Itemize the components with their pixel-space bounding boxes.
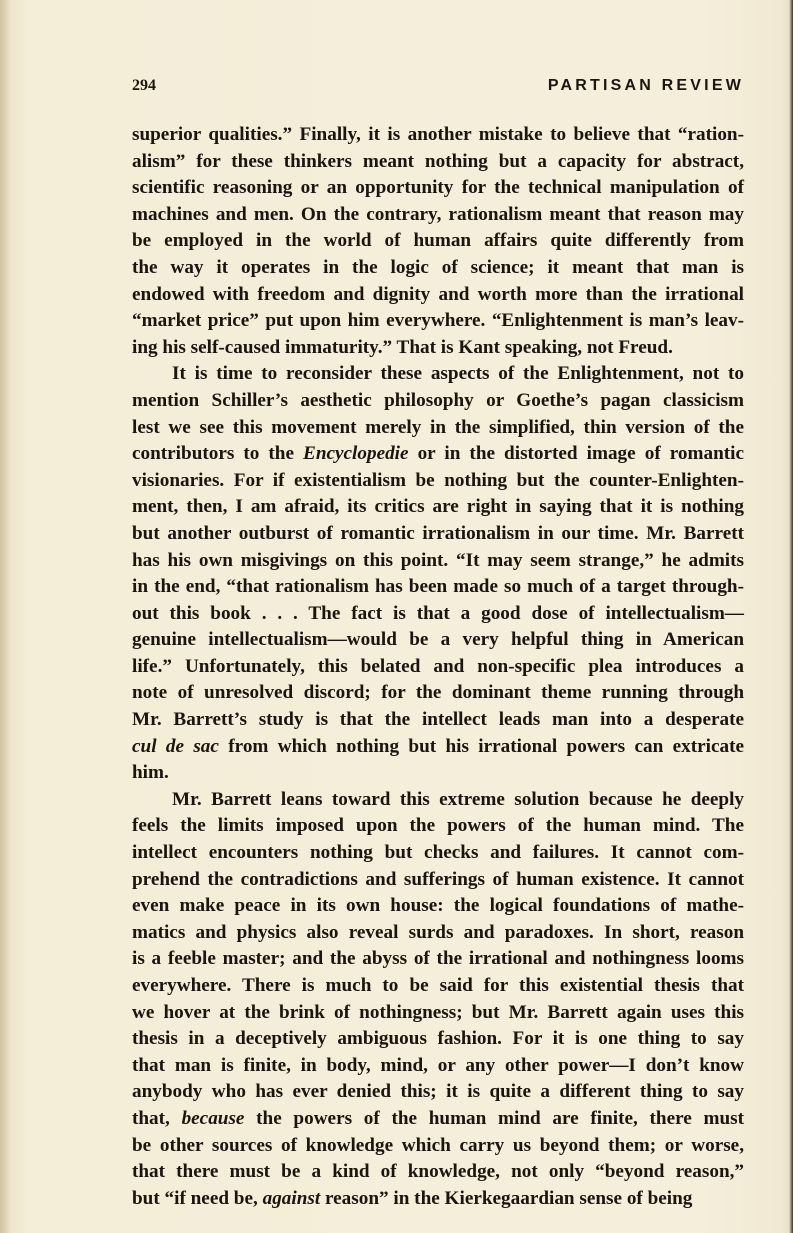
text-line: ment, then, I am afraid, its critics are right in saying that it is nothing (132, 496, 744, 518)
text-line: prehend the contradictions and sufferings of human existence. It cannot (132, 868, 744, 890)
page-edge (789, 0, 793, 1233)
text-segment: reason” in the Kierkegaardian sense of being (320, 1187, 693, 1209)
text-line: out this book . . . The fact is that a good dose of intellectualism— (132, 602, 744, 624)
text-line (132, 734, 744, 761)
text-line: ing his self-caused immaturity.” That is Kant speaking, not Freud. (132, 336, 673, 358)
text-line (132, 441, 744, 468)
text-line: him. (132, 762, 169, 784)
text-segment: from which nothing but his irrational powers can extricate (218, 735, 744, 757)
text-line: we hover at the brink of nothingness; but Mr. Barrett again uses this (132, 1001, 744, 1023)
text-line: life.” Unfortunately, this belated and non-specific plea introduces a (132, 655, 744, 677)
text-line (132, 1186, 744, 1213)
text-line: thesis in a deceptively ambiguous fashion. For it is one thing to say (132, 1028, 744, 1050)
page-number: 294 (132, 77, 156, 94)
running-header (132, 77, 744, 99)
text-line: intellect encounters nothing but checks and failures. It cannot com- (132, 842, 744, 864)
text-line: be employed in the world of human affairs quite differently from (132, 230, 744, 252)
text-segment: or in the distorted image of romantic (408, 443, 744, 465)
text-line: visionaries. For if existentialism be nothing but the counter-Enlighten- (132, 469, 744, 491)
text-line: everywhere. There is much to be said for this existential thesis that (132, 975, 744, 996)
text-segment: the powers of the human mind are finite, there must (244, 1107, 744, 1129)
text-line: the way it operates in the logic of science; it meant that man is (132, 256, 744, 278)
text-segment: but “if need be, (132, 1187, 263, 1209)
text-line: endowed with freedom and dignity and worth more than the irrational (132, 283, 744, 305)
text-line: but another outburst of romantic irrationalism in our time. Mr. Barrett (132, 522, 744, 544)
journal-title: PARTISAN REVIEW (547, 77, 744, 94)
text-segment: that, (132, 1107, 182, 1129)
spine-shadow (0, 0, 10, 1233)
article-body (132, 122, 744, 1212)
text-line: anybody who has ever denied this; it is quite a different thing to say (132, 1081, 744, 1103)
italic-term: against (262, 1187, 321, 1209)
italic-term: cul de sac (132, 735, 219, 757)
italic-term: Encyclopedie (303, 443, 409, 465)
paragraph (132, 787, 744, 1213)
text-line: alism” for these thinkers meant nothing but a capacity for abstract, (132, 150, 744, 172)
text-line: feels the limits imposed upon the powers of the human mind. The (132, 815, 744, 837)
text-line: that there must be a kind of knowledge, not only “beyond reason,” (132, 1161, 744, 1183)
text-line: It is time to reconsider these aspects of the Enlightenment, not to (172, 363, 744, 385)
paragraph (132, 122, 744, 361)
text-line: be other sources of knowledge which carry us beyond them; or worse, (132, 1134, 744, 1156)
text-line (132, 1106, 744, 1133)
text-line: lest we see this movement merely in the simplified, thin version of the (132, 416, 744, 438)
text-line: note of unresolved discord; for the dominant theme running through (132, 682, 744, 704)
text-line: “market price” put upon him everywhere. “Enlightenment is man’s leav- (132, 310, 744, 332)
text-line: scientific reasoning or an opportunity for the technical manipulation of (132, 177, 744, 199)
paragraph (132, 361, 744, 787)
text-line: machines and men. On the contrary, rationalism meant that reason may (132, 203, 744, 225)
text-line: even make peace in its own house: the logical foundations of mathe- (132, 895, 744, 917)
text-line: mention Schiller’s aesthetic philosophy or Goethe’s pagan classicism (132, 389, 744, 411)
text-line: in the end, “that rationalism has been made so much of a target through- (132, 576, 744, 598)
text-line: Mr. Barrett’s study is that the intellect leads man into a desperate (132, 709, 744, 731)
text-line: genuine intellectualism—would be a very helpful thing in American (132, 629, 744, 651)
text-line: has his own misgivings on this point. “It may seem strange,” he admits (132, 549, 744, 571)
text-line: Mr. Barrett leans toward this extreme solution because he deeply (172, 788, 744, 810)
text-line: matics and physics also reveal surds and paradoxes. In short, reason (132, 921, 744, 943)
text-line: is a feeble master; and the abyss of the irrational and nothingness looms (132, 948, 744, 970)
italic-term: because (181, 1107, 245, 1129)
text-segment: contributors to the (132, 443, 304, 465)
text-line: superior qualities.” Finally, it is another mistake to believe that “ration- (132, 124, 744, 145)
text-line: that man is finite, in body, mind, or any other power—I don’t know (132, 1054, 744, 1076)
